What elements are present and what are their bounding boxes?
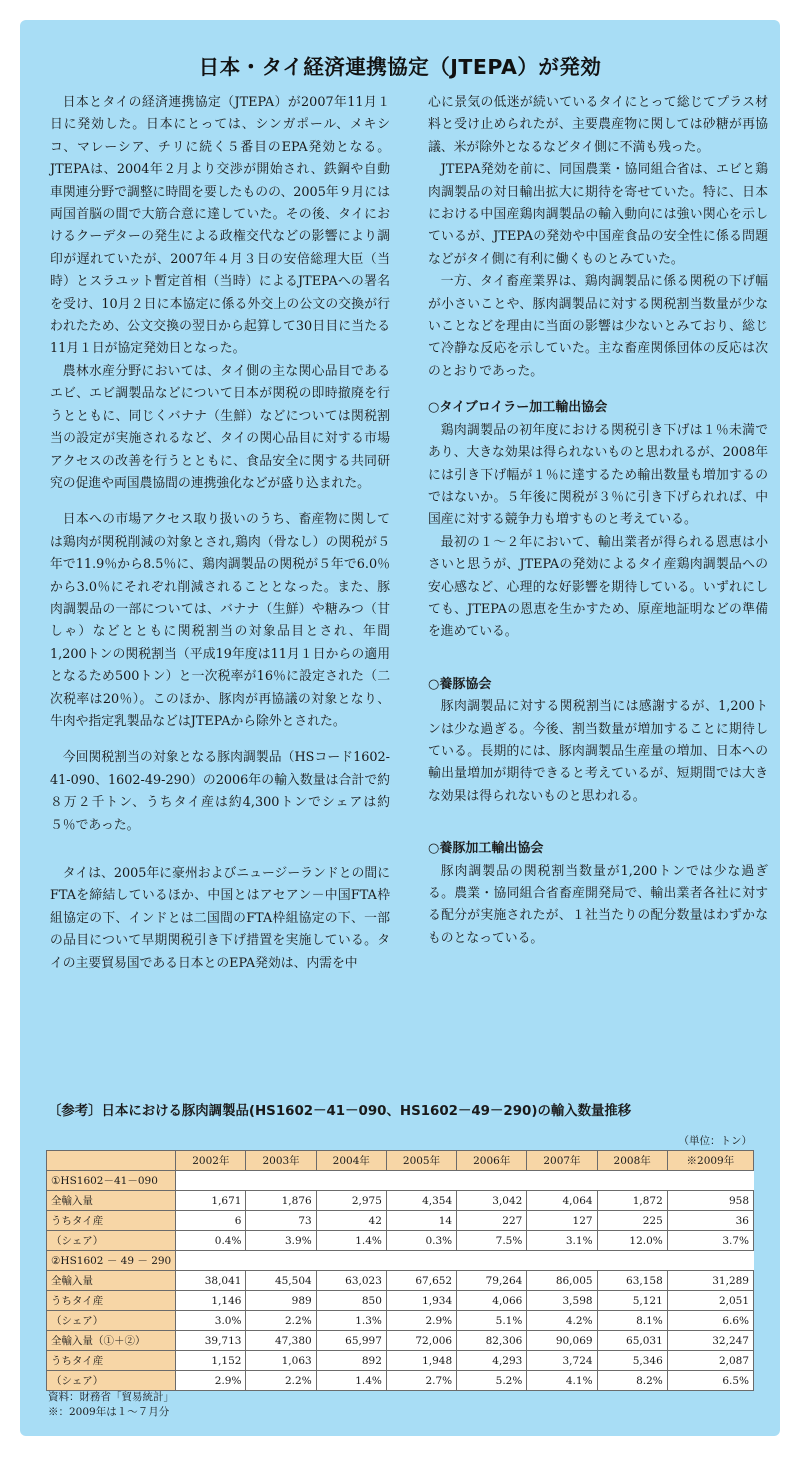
group-label: ②HS1602 － 49 － 290 (47, 1251, 176, 1271)
table-row (47, 1191, 754, 1211)
table-cell: 39,713 (176, 1331, 246, 1351)
table-cell: 45,504 (246, 1271, 316, 1291)
left-paragraph-1: 日本とタイの経済連携協定（JTEPA）が2007年11月１日に発効した。日本にとっては、シンガポール、メキシコ、マレーシア、チリに続く５番目のEPA発効となる。JTEPAは、2004年２月より交渉が開始され、鉄鋼や自動車関連分野で調整に時間を要したものの、2005年９月には両国首脳の間で大筋合意に達していた。その後、タイにおけるクーデターの発生による政権交代などの影響により調印が遅れていたが、2007年４月３日の安倍総理大臣（当時）とスラユット暫定首相（当時）によるJTEPAへの署名を受け、10月２日に本協定に係る外交上の公文の交換が行われたため、公文交換の翌日から起算して30日目に当たる11月１日が協定発効日となった。 (50, 95, 390, 357)
table-cell: 36 (667, 1211, 753, 1231)
table-cell: 3.7% (667, 1231, 753, 1251)
table-cell: 65,997 (316, 1331, 386, 1351)
left-column (50, 92, 390, 975)
table-cell: 3.1% (527, 1231, 597, 1251)
import-volume-table (46, 1150, 754, 1391)
table-cell: 4.1% (527, 1371, 597, 1391)
table-row (47, 1291, 754, 1311)
table-corner-cell (47, 1151, 176, 1171)
table-row (47, 1351, 754, 1371)
table-row (47, 1271, 754, 1291)
table-cell: 1,934 (386, 1291, 456, 1311)
table-cell: 2,051 (667, 1291, 753, 1311)
table-cell: 8.1% (597, 1311, 667, 1331)
table-cell: 38,041 (176, 1271, 246, 1291)
row-label: うちタイ産 (47, 1291, 176, 1311)
table-cell: 3,598 (527, 1291, 597, 1311)
column-header: 2002年 (176, 1151, 246, 1171)
column-header: 2003年 (246, 1151, 316, 1171)
article-title: 日本・タイ経済連携協定（JTEPA）が発効 (198, 55, 602, 79)
table-row (47, 1371, 754, 1391)
table-cell: 892 (316, 1351, 386, 1371)
row-label: （シェア） (47, 1311, 176, 1331)
table-row (47, 1311, 754, 1331)
table-cell: 65,031 (597, 1331, 667, 1351)
table-cell: 1,152 (176, 1351, 246, 1371)
table-cell: 2.9% (386, 1311, 456, 1331)
right-continuation: 心に景気の低迷が続いているタイにとって総じてプラス材料と受け止められたが、主要農産物に関しては砂糖が再協議、米が除外となるなどタイ側に不満も残った。 (428, 95, 768, 155)
table-cell: 63,158 (597, 1271, 667, 1291)
table-cell: 63,023 (316, 1271, 386, 1291)
table-cell: 6.6% (667, 1311, 753, 1331)
right-paragraph-1: JTEPA発効を前に、同国農業・協同組合省は、エビと鶏肉調製品の対日輸出拡大に期待を寄せていた。特に、日本における中国産鶏肉調製品の輸入動向には強い関心を示しているが、JTEPAの発効や中国産食品の安全性に係る問題などがタイ側に有利に働くものとみていた。 (428, 162, 769, 267)
group-spacer (176, 1171, 754, 1191)
table-cell: 1,146 (176, 1291, 246, 1311)
table-cell: 67,652 (386, 1271, 456, 1291)
row-label: うちタイ産 (47, 1351, 176, 1371)
group-row-hs1602-49 (47, 1251, 754, 1271)
left-paragraph-3: 日本への市場アクセス取り扱いのうち、畜産物に関しては鶏肉が関税削減の対象とされ,鶏肉（骨なし）の関税が５年で11.9％から8.5％に、鶏肉調製品の関税が５年で6.0％から3.0％にそれぞれ削減されることとなった。また、豚肉調製品の一部については、バナナ（生鮮）や糖みつ（甘しゃ）などとともに関税割当の対象品目とされ、年間1,200トンの関税割当（平成19年度は11月１日からの適用となるため500トン）と一次税率が16％に設定された（二次税率は20％）。このほか、豚肉が再協議の対象となり、牛肉や指定乳製品などはJTEPAから除外とされた。 (50, 512, 390, 729)
column-header: 2004年 (316, 1151, 386, 1171)
period-note: ※：2009年は１～７月分 (48, 1406, 170, 1418)
table-cell: 47,380 (246, 1331, 316, 1351)
table-cell: 0.3% (386, 1231, 456, 1251)
table-cell: 2.9% (176, 1371, 246, 1391)
table-cell: 850 (316, 1291, 386, 1311)
table-cell: 42 (316, 1211, 386, 1231)
table-cell: 5,346 (597, 1351, 667, 1371)
table-cell: 82,306 (457, 1331, 527, 1351)
table-cell: 3,724 (527, 1351, 597, 1371)
table-cell: 2.2% (246, 1371, 316, 1391)
table-cell: 3,042 (457, 1191, 527, 1211)
row-label: 全輸入量（①＋②） (47, 1331, 176, 1351)
table-cell: 1.3% (316, 1311, 386, 1331)
left-paragraph-4: 今回関税割当の対象となる豚肉調製品（HSコード1602-41-090、1602-49-290）の2006年の輸入数量は合計で約８万２千トン、うちタイ産は約4,300トンでシェアは約５％であった。 (50, 750, 390, 833)
table-cell: 4,354 (386, 1191, 456, 1211)
table-cell: 1,671 (176, 1191, 246, 1211)
group-row-hs1602-41 (47, 1171, 754, 1191)
table-cell: 86,005 (527, 1271, 597, 1291)
section-heading-pork-export: ○養豚加工輸出協会 (428, 841, 544, 857)
table-cell: 1,876 (246, 1191, 316, 1211)
table-row (47, 1331, 754, 1351)
table-cell: 79,264 (457, 1271, 527, 1291)
table-cell: 0.4% (176, 1231, 246, 1251)
table-notes (48, 1390, 174, 1420)
table-cell: 90,069 (527, 1331, 597, 1351)
table-cell: 989 (246, 1291, 316, 1311)
table-cell: 227 (457, 1211, 527, 1231)
column-header: 2005年 (386, 1151, 456, 1171)
row-label: （シェア） (47, 1371, 176, 1391)
section-heading-broiler: ○タイブロイラー加工輸出協会 (428, 400, 608, 416)
table-cell: 4,293 (457, 1351, 527, 1371)
table-cell: 1.4% (316, 1371, 386, 1391)
column-header: ※2009年 (667, 1151, 753, 1171)
table-header-row (47, 1151, 754, 1171)
column-header: 2008年 (597, 1151, 667, 1171)
broiler-paragraph-1: 鶏肉調製品の初年度における関税引き下げは１％未満であり、大きな効果は得られないものと思われるが、2008年には引き下げ幅が１％に達するため輸出数量も増加するのではないか。５年後に関税が３％に引き下げられれば、中国産に対する競争力も増すものと考えている。 (428, 422, 768, 528)
table-cell: 1,063 (246, 1351, 316, 1371)
table-cell: 7.5% (457, 1231, 527, 1251)
table-row (47, 1231, 754, 1251)
table-cell: 958 (667, 1191, 753, 1211)
pork-export-paragraph-1: 豚肉調製品の関税割当数量が1,200トンでは少な過ぎる。農業・協同組合省畜産開発局で、輸出業者各社に対する配分が実施されたが、１社当たりの配分数量はわずかなものとなっている。 (428, 863, 768, 946)
left-paragraph-5: タイは、2005年に豪州およびニュージーランドとの間にFTAを締結しているほか、中国とはアセアン－中国FTA枠組協定の下、インドとは二国間のFTA枠組協定の下、一部の品目について早期関税引き下げ措置を実施している。タイの主要貿易国である日本とのEPA発効は、内需を中 (50, 866, 390, 971)
table-cell: 4,064 (527, 1191, 597, 1211)
broiler-paragraph-2: 最初の１～２年において、輸出業者が得られる恩恵は小さいと思うが、JTEPAの発効によるタイ産鶏肉調製品への安心感など、心理的な好影響を期待している。いずれにしても、JTEPAの恩恵を生かすため、原産地証明などの準備を進めている。 (428, 534, 768, 640)
source-note: 資料：財務省「貿易統計」 (48, 1391, 174, 1403)
group-label: ①HS1602－41－090 (47, 1171, 176, 1191)
right-column (428, 92, 768, 950)
table-title: 〔参考〕日本における豚肉調製品(HS1602－41－090、HS1602－49－290)の輸入数量推移 (48, 1104, 632, 1119)
group-spacer (176, 1251, 754, 1271)
row-label: （シェア） (47, 1231, 176, 1251)
table-cell: 3.0% (176, 1311, 246, 1331)
table-cell: 2,975 (316, 1191, 386, 1211)
table-cell: 5.2% (457, 1371, 527, 1391)
column-header: 2006年 (457, 1151, 527, 1171)
table-unit: （単位：トン） (678, 1135, 752, 1147)
table-cell: 5.1% (457, 1311, 527, 1331)
right-paragraph-2: 一方、タイ畜産業界は、鶏肉調製品に係る関税の下げ幅が小さいことや、豚肉調製品に対する関税割当数量が少ないことなどを理由に当面の影響は少ないとみており、総じて冷静な反応を示していた。主な畜産関係団体の反応は次のとおりであった。 (428, 274, 769, 379)
table-row (47, 1211, 754, 1231)
left-paragraph-2: 農林水産分野においては、タイ側の主な関心品目であるエビ、エビ調製品などについて日本が関税の即時撤廃を行うとともに、同じくバナナ（生鮮）などについては関税割当の設定が実施されるなど、タイの関心品目に対する市場アクセスの改善を行うとともに、食品安全に関する共同研究の促進や両国農協間の連携強化などが盛り込まれた。 (50, 363, 390, 491)
table-cell: 2,087 (667, 1351, 753, 1371)
row-label: うちタイ産 (47, 1211, 176, 1231)
row-label: 全輸入量 (47, 1271, 176, 1291)
column-header: 2007年 (527, 1151, 597, 1171)
table-cell: 6.5% (667, 1371, 753, 1391)
table-cell: 31,289 (667, 1271, 753, 1291)
table-cell: 1,872 (597, 1191, 667, 1211)
table-cell: 14 (386, 1211, 456, 1231)
table-cell: 4.2% (527, 1311, 597, 1331)
table-cell: 3.9% (246, 1231, 316, 1251)
table-cell: 6 (176, 1211, 246, 1231)
table-cell: 2.7% (386, 1371, 456, 1391)
table-cell: 127 (527, 1211, 597, 1231)
table-cell: 225 (597, 1211, 667, 1231)
table-cell: 12.0% (597, 1231, 667, 1251)
table-cell: 72,006 (386, 1331, 456, 1351)
table-cell: 4,066 (457, 1291, 527, 1311)
row-label: 全輸入量 (47, 1191, 176, 1211)
table-cell: 73 (246, 1211, 316, 1231)
table-cell: 8.2% (597, 1371, 667, 1391)
table-cell: 1.4% (316, 1231, 386, 1251)
table-cell: 1,948 (386, 1351, 456, 1371)
table-cell: 2.2% (246, 1311, 316, 1331)
swine-paragraph-1: 豚肉調製品に対する関税割当には感謝するが、1,200トンは少な過ぎる。今後、割当数量が増加することに期待している。長期的には、豚肉調製品生産量の増加、日本への輸出量増加が期待できると考えているが、短期間では大きな効果は得られないものと思われる。 (428, 699, 768, 804)
table-cell: 32,247 (667, 1331, 753, 1351)
table-cell: 5,121 (597, 1291, 667, 1311)
section-heading-swine: ○養豚協会 (428, 676, 492, 692)
